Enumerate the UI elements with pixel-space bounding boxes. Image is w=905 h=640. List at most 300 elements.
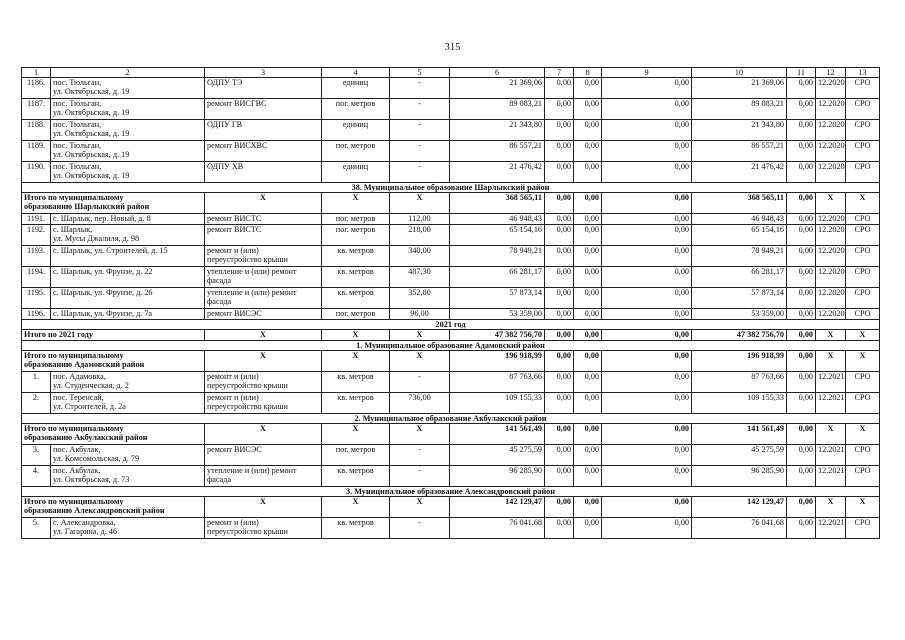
- x-mark: X: [846, 497, 880, 518]
- x-mark: X: [390, 497, 450, 518]
- method: СРО: [846, 120, 880, 141]
- funds-col9: 0,00: [602, 141, 692, 162]
- table-row: [22, 372, 880, 393]
- funds-col11: 0,00: [787, 267, 816, 288]
- funds-col9: 0,00: [602, 372, 692, 393]
- funds-col9: 0,00: [602, 288, 692, 309]
- row-number: 1192.: [22, 225, 51, 246]
- funds-col9: 0,00: [602, 99, 692, 120]
- quantity: -: [390, 141, 450, 162]
- funds-col7: 0,00: [545, 351, 574, 372]
- work-type: ремонт ВИСТС: [205, 225, 322, 246]
- funds-col8: 0,00: [574, 78, 602, 99]
- column-number: 11: [787, 68, 816, 78]
- funds-col7: 0,00: [545, 445, 574, 466]
- quantity: 218,00: [390, 225, 450, 246]
- total-cost: 368 565,11: [450, 193, 545, 214]
- funds-col9: 0,00: [602, 162, 692, 183]
- funds-col11: 0,00: [787, 309, 816, 320]
- x-mark: X: [816, 351, 846, 372]
- funds-col8: 0,00: [574, 214, 602, 225]
- quantity: 340,00: [390, 246, 450, 267]
- x-mark: X: [322, 193, 390, 214]
- table-row: [22, 120, 880, 141]
- funds-col7: 0,00: [545, 518, 574, 539]
- completion-date: 12.2021: [816, 445, 846, 466]
- completion-date: 12.2021: [816, 393, 846, 414]
- column-number: 10: [692, 68, 787, 78]
- total-cost: 21 369,06: [450, 78, 545, 99]
- row-number: 1189.: [22, 141, 51, 162]
- x-mark: X: [816, 330, 846, 341]
- owner-funds: 57 873,14: [692, 288, 787, 309]
- total-cost: 21 476,42: [450, 162, 545, 183]
- column-number: 12: [816, 68, 846, 78]
- funds-col9: 0,00: [602, 193, 692, 214]
- x-mark: X: [205, 497, 322, 518]
- owner-funds: 78 949,21: [692, 246, 787, 267]
- completion-date: 12.2020: [816, 309, 846, 320]
- work-type: ОДПУ ТЭ: [205, 78, 322, 99]
- funds-col7: 0,00: [545, 141, 574, 162]
- unit: единиц: [322, 78, 390, 99]
- total-cost: 65 154,16: [450, 225, 545, 246]
- total-row: [22, 424, 880, 445]
- funds-col8: 0,00: [574, 497, 602, 518]
- table-row: [22, 214, 880, 225]
- section-title: 3. Муниципальное образование Александровский район: [22, 487, 880, 497]
- capital-repair-table: [21, 67, 880, 539]
- completion-date: 12.2020: [816, 162, 846, 183]
- work-type: ремонт и (или) переустройство крыши: [205, 372, 322, 393]
- address: пос. Тюльган, ул. Октябрьская, д. 19: [51, 141, 205, 162]
- funds-col9: 0,00: [602, 120, 692, 141]
- method: СРО: [846, 393, 880, 414]
- funds-col11: 0,00: [787, 120, 816, 141]
- owner-funds: 21 343,80: [692, 120, 787, 141]
- total-cost: 96 285,90: [450, 466, 545, 487]
- work-type: ОДПУ ХВ: [205, 162, 322, 183]
- address: с. Шарлык, ул. Строителей, д. 15: [51, 246, 205, 267]
- funds-col8: 0,00: [574, 141, 602, 162]
- row-number: 1194.: [22, 267, 51, 288]
- column-number: 7: [545, 68, 574, 78]
- row-number: 3.: [22, 445, 51, 466]
- method: СРО: [846, 162, 880, 183]
- work-type: ремонт ВИСХВС: [205, 141, 322, 162]
- quantity: 352,80: [390, 288, 450, 309]
- section-header-row: [22, 183, 880, 193]
- work-type: ремонт и (или) переустройство крыши: [205, 393, 322, 414]
- total-cost: 21 343,80: [450, 120, 545, 141]
- funds-col9: 0,00: [602, 518, 692, 539]
- table-row: [22, 99, 880, 120]
- total-cost: 89 083,21: [450, 99, 545, 120]
- owner-funds: 76 041,68: [692, 518, 787, 539]
- completion-date: 12.2020: [816, 246, 846, 267]
- x-mark: X: [322, 351, 390, 372]
- funds-col9: 0,00: [602, 309, 692, 320]
- funds-col8: 0,00: [574, 393, 602, 414]
- completion-date: 12.2020: [816, 141, 846, 162]
- funds-col9: 0,00: [602, 393, 692, 414]
- table-row: [22, 78, 880, 99]
- quantity: -: [390, 162, 450, 183]
- address: пос. Акбулак, ул. Комсомольская, д. 79: [51, 445, 205, 466]
- unit: пог. метров: [322, 225, 390, 246]
- column-number: 6: [450, 68, 545, 78]
- work-type: утепление и (или) ремонт фасада: [205, 288, 322, 309]
- funds-col11: 0,00: [787, 372, 816, 393]
- funds-col8: 0,00: [574, 193, 602, 214]
- unit: кв. метров: [322, 393, 390, 414]
- completion-date: 12.2020: [816, 214, 846, 225]
- completion-date: 12.2020: [816, 225, 846, 246]
- funds-col7: 0,00: [545, 372, 574, 393]
- funds-col7: 0,00: [545, 497, 574, 518]
- funds-col7: 0,00: [545, 393, 574, 414]
- quantity: -: [390, 445, 450, 466]
- unit: кв. метров: [322, 267, 390, 288]
- funds-col7: 0,00: [545, 162, 574, 183]
- section-title: 2021 год: [22, 320, 880, 330]
- header-row: [22, 68, 880, 78]
- table-row: [22, 393, 880, 414]
- funds-col7: 0,00: [545, 466, 574, 487]
- owner-funds: 109 155,33: [692, 393, 787, 414]
- method: СРО: [846, 466, 880, 487]
- method: СРО: [846, 372, 880, 393]
- completion-date: 12.2020: [816, 288, 846, 309]
- funds-col8: 0,00: [574, 424, 602, 445]
- funds-col9: 0,00: [602, 225, 692, 246]
- owner-funds: 21 369,06: [692, 78, 787, 99]
- address: с. Шарлык, ул. Фрунзе, д. 22: [51, 267, 205, 288]
- work-type: ремонт ВИСТС: [205, 214, 322, 225]
- work-type: ремонт ВИСЭС: [205, 309, 322, 320]
- total-cost: 86 557,21: [450, 141, 545, 162]
- section-header-row: [22, 487, 880, 497]
- completion-date: 12.2020: [816, 99, 846, 120]
- funds-col11: 0,00: [787, 424, 816, 445]
- work-type: ремонт ВИСЭС: [205, 445, 322, 466]
- unit: пог. метров: [322, 309, 390, 320]
- funds-col7: 0,00: [545, 288, 574, 309]
- work-type: утепление и (или) ремонт фасада: [205, 466, 322, 487]
- total-label: Итого по 2021 году: [22, 330, 205, 341]
- total-cost: 66 281,17: [450, 267, 545, 288]
- funds-col7: 0,00: [545, 246, 574, 267]
- total-cost: 196 918,99: [450, 351, 545, 372]
- table-row: [22, 466, 880, 487]
- row-number: 1196.: [22, 309, 51, 320]
- unit: кв. метров: [322, 372, 390, 393]
- completion-date: 12.2020: [816, 267, 846, 288]
- owner-funds: 21 476,42: [692, 162, 787, 183]
- funds-col8: 0,00: [574, 466, 602, 487]
- unit: кв. метров: [322, 288, 390, 309]
- section-title: 38. Муниципальное образование Шарлыкский район: [22, 183, 880, 193]
- work-type: ремонт и (или) переустройство крыши: [205, 518, 322, 539]
- unit: пог. метров: [322, 141, 390, 162]
- method: СРО: [846, 99, 880, 120]
- owner-funds: 368 565,11: [692, 193, 787, 214]
- x-mark: X: [846, 193, 880, 214]
- quantity: 112,00: [390, 214, 450, 225]
- row-number: 1191.: [22, 214, 51, 225]
- method: СРО: [846, 267, 880, 288]
- funds-col9: 0,00: [602, 78, 692, 99]
- row-number: 1186.: [22, 78, 51, 99]
- total-label: Итого по муниципальному образованию Шарлыкский район: [22, 193, 205, 214]
- method: СРО: [846, 309, 880, 320]
- funds-col7: 0,00: [545, 309, 574, 320]
- address: с. Шарлык, ул. Мусы Джалиля, д. 98: [51, 225, 205, 246]
- funds-col11: 0,00: [787, 246, 816, 267]
- method: СРО: [846, 246, 880, 267]
- total-cost: 109 155,33: [450, 393, 545, 414]
- funds-col8: 0,00: [574, 246, 602, 267]
- total-row: [22, 193, 880, 214]
- row-number: 1188.: [22, 120, 51, 141]
- quantity: 487,30: [390, 267, 450, 288]
- funds-col7: 0,00: [545, 193, 574, 214]
- row-number: 4.: [22, 466, 51, 487]
- total-row: [22, 351, 880, 372]
- table-row: [22, 246, 880, 267]
- table-row: [22, 225, 880, 246]
- quantity: -: [390, 120, 450, 141]
- x-mark: X: [816, 424, 846, 445]
- x-mark: X: [816, 193, 846, 214]
- total-cost: 47 382 756,70: [450, 330, 545, 341]
- row-number: 2.: [22, 393, 51, 414]
- method: СРО: [846, 141, 880, 162]
- x-mark: X: [846, 351, 880, 372]
- x-mark: X: [322, 424, 390, 445]
- owner-funds: 196 918,99: [692, 351, 787, 372]
- owner-funds: 141 561,49: [692, 424, 787, 445]
- owner-funds: 46 948,43: [692, 214, 787, 225]
- funds-col7: 0,00: [545, 330, 574, 341]
- funds-col7: 0,00: [545, 267, 574, 288]
- page-number: 315: [444, 42, 461, 53]
- x-mark: X: [322, 330, 390, 341]
- funds-col8: 0,00: [574, 99, 602, 120]
- section-header-row: [22, 414, 880, 424]
- funds-col11: 0,00: [787, 193, 816, 214]
- address: пос. Тюльган, ул. Октябрьская, д. 19: [51, 99, 205, 120]
- method: СРО: [846, 288, 880, 309]
- unit: пог. метров: [322, 214, 390, 225]
- x-mark: X: [816, 497, 846, 518]
- owner-funds: 66 281,17: [692, 267, 787, 288]
- x-mark: X: [846, 330, 880, 341]
- address: с. Шарлык, пер. Новый, д. 8: [51, 214, 205, 225]
- funds-col11: 0,00: [787, 518, 816, 539]
- total-label: Итого по муниципальному образованию Александровский район: [22, 497, 205, 518]
- quantity: 96,00: [390, 309, 450, 320]
- row-number: 1190.: [22, 162, 51, 183]
- completion-date: 12.2021: [816, 518, 846, 539]
- total-cost: 141 561,49: [450, 424, 545, 445]
- section-header-row: [22, 320, 880, 330]
- total-cost: 87 763,66: [450, 372, 545, 393]
- funds-col9: 0,00: [602, 424, 692, 445]
- x-mark: X: [846, 424, 880, 445]
- owner-funds: 96 285,90: [692, 466, 787, 487]
- owner-funds: 53 359,00: [692, 309, 787, 320]
- x-mark: X: [390, 193, 450, 214]
- address: пос. Теренсай, ул. Строителей, д. 2а: [51, 393, 205, 414]
- funds-col9: 0,00: [602, 214, 692, 225]
- section-header-row: [22, 341, 880, 351]
- funds-col9: 0,00: [602, 246, 692, 267]
- funds-col9: 0,00: [602, 445, 692, 466]
- completion-date: 12.2020: [816, 78, 846, 99]
- work-type: утепление и (или) ремонт фасада: [205, 267, 322, 288]
- x-mark: X: [205, 351, 322, 372]
- funds-col11: 0,00: [787, 497, 816, 518]
- section-title: 1. Муниципальное образование Адамовский район: [22, 341, 880, 351]
- x-mark: X: [390, 424, 450, 445]
- column-number: 9: [602, 68, 692, 78]
- owner-funds: 86 557,21: [692, 141, 787, 162]
- total-row: [22, 330, 880, 341]
- row-number: 1.: [22, 372, 51, 393]
- unit: кв. метров: [322, 518, 390, 539]
- funds-col7: 0,00: [545, 99, 574, 120]
- unit: кв. метров: [322, 466, 390, 487]
- method: СРО: [846, 214, 880, 225]
- funds-col8: 0,00: [574, 120, 602, 141]
- owner-funds: 89 083,21: [692, 99, 787, 120]
- method: СРО: [846, 518, 880, 539]
- quantity: -: [390, 78, 450, 99]
- table-row: [22, 518, 880, 539]
- x-mark: X: [205, 424, 322, 445]
- funds-col7: 0,00: [545, 214, 574, 225]
- section-title: 2. Муниципальное образование Акбулакский район: [22, 414, 880, 424]
- owner-funds: 142 129,47: [692, 497, 787, 518]
- funds-col8: 0,00: [574, 162, 602, 183]
- total-row: [22, 497, 880, 518]
- completion-date: 12.2021: [816, 372, 846, 393]
- address: с. Александровка, ул. Гагарина, д. 46: [51, 518, 205, 539]
- funds-col9: 0,00: [602, 267, 692, 288]
- quantity: 736,00: [390, 393, 450, 414]
- address: с. Шарлык, ул. Фрунзе, д. 7а: [51, 309, 205, 320]
- column-number: 1: [22, 68, 51, 78]
- funds-col11: 0,00: [787, 162, 816, 183]
- column-number: 8: [574, 68, 602, 78]
- funds-col11: 0,00: [787, 393, 816, 414]
- completion-date: 12.2021: [816, 466, 846, 487]
- table-row: [22, 288, 880, 309]
- table-row: [22, 267, 880, 288]
- total-cost: 57 873,14: [450, 288, 545, 309]
- funds-col11: 0,00: [787, 214, 816, 225]
- table-row: [22, 445, 880, 466]
- total-cost: 53 359,00: [450, 309, 545, 320]
- owner-funds: 47 382 756,70: [692, 330, 787, 341]
- funds-col11: 0,00: [787, 225, 816, 246]
- row-number: 1195.: [22, 288, 51, 309]
- column-number: 3: [205, 68, 322, 78]
- table-row: [22, 162, 880, 183]
- funds-col9: 0,00: [602, 466, 692, 487]
- unit: пог. метров: [322, 445, 390, 466]
- total-cost: 142 129,47: [450, 497, 545, 518]
- funds-col11: 0,00: [787, 330, 816, 341]
- method: СРО: [846, 445, 880, 466]
- column-number: 4: [322, 68, 390, 78]
- total-label: Итого по муниципальному образованию Адамовский район: [22, 351, 205, 372]
- funds-col11: 0,00: [787, 351, 816, 372]
- table-row: [22, 141, 880, 162]
- x-mark: X: [205, 193, 322, 214]
- column-number: 2: [51, 68, 205, 78]
- method: СРО: [846, 225, 880, 246]
- funds-col11: 0,00: [787, 466, 816, 487]
- funds-col11: 0,00: [787, 99, 816, 120]
- funds-col8: 0,00: [574, 330, 602, 341]
- method: СРО: [846, 78, 880, 99]
- funds-col8: 0,00: [574, 372, 602, 393]
- funds-col11: 0,00: [787, 288, 816, 309]
- work-type: ремонт ВИСГВС: [205, 99, 322, 120]
- total-label: Итого по муниципальному образованию Акбулакский район: [22, 424, 205, 445]
- funds-col8: 0,00: [574, 518, 602, 539]
- column-number: 13: [846, 68, 880, 78]
- total-cost: 45 275,59: [450, 445, 545, 466]
- owner-funds: 87 763,66: [692, 372, 787, 393]
- completion-date: 12.2020: [816, 120, 846, 141]
- quantity: -: [390, 518, 450, 539]
- funds-col11: 0,00: [787, 141, 816, 162]
- row-number: 5.: [22, 518, 51, 539]
- row-number: 1193.: [22, 246, 51, 267]
- quantity: -: [390, 99, 450, 120]
- owner-funds: 45 275,59: [692, 445, 787, 466]
- address: пос. Акбулак, ул. Октябрьская, д. 73: [51, 466, 205, 487]
- unit: кв. метров: [322, 246, 390, 267]
- funds-col11: 0,00: [787, 78, 816, 99]
- address: пос. Тюльган, ул. Октябрьская, д. 19: [51, 120, 205, 141]
- funds-col8: 0,00: [574, 267, 602, 288]
- funds-col8: 0,00: [574, 225, 602, 246]
- address: пос. Тюльган, ул. Октябрьская, д. 19: [51, 162, 205, 183]
- x-mark: X: [390, 330, 450, 341]
- unit: единиц: [322, 162, 390, 183]
- x-mark: X: [205, 330, 322, 341]
- funds-col7: 0,00: [545, 78, 574, 99]
- row-number: 1187.: [22, 99, 51, 120]
- work-type: ОДПУ ГВ: [205, 120, 322, 141]
- total-cost: 76 041,68: [450, 518, 545, 539]
- address: пос. Тюльган, ул. Октябрьская, д. 19: [51, 78, 205, 99]
- funds-col8: 0,00: [574, 288, 602, 309]
- x-mark: X: [390, 351, 450, 372]
- unit: пог. метров: [322, 99, 390, 120]
- total-cost: 78 949,21: [450, 246, 545, 267]
- funds-col11: 0,00: [787, 445, 816, 466]
- address: пос. Адамовка, ул. Студенческая, д. 2: [51, 372, 205, 393]
- total-cost: 46 948,43: [450, 214, 545, 225]
- funds-col8: 0,00: [574, 445, 602, 466]
- funds-col9: 0,00: [602, 497, 692, 518]
- funds-col7: 0,00: [545, 225, 574, 246]
